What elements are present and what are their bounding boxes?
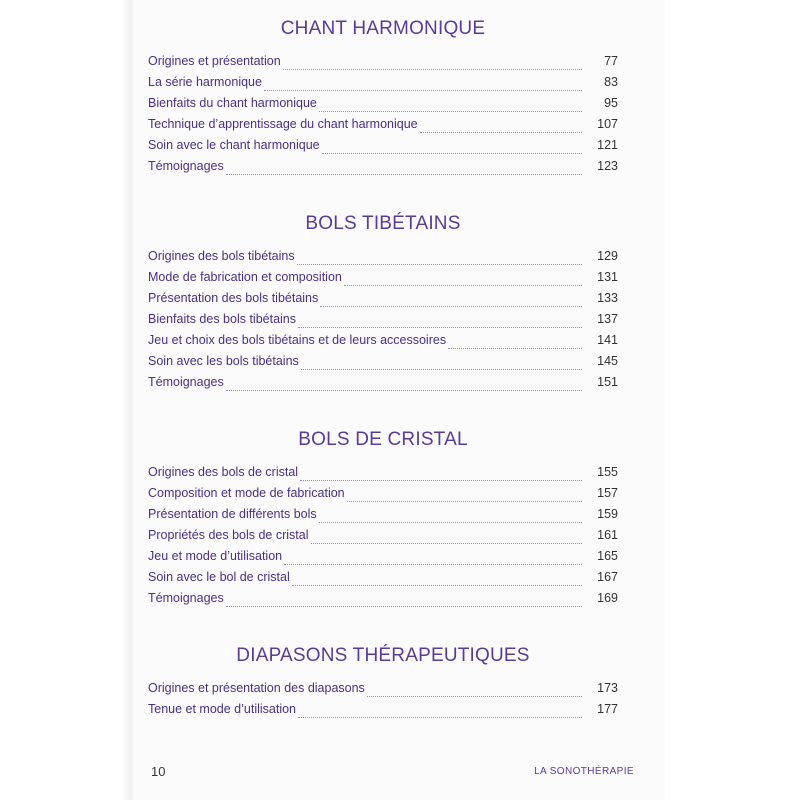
dot-leader xyxy=(298,716,582,718)
footer-book-title: LA SONOTHÉRAPIE xyxy=(534,766,634,777)
entry-title: Soin avec le bol de cristal xyxy=(148,570,290,584)
entry-title: Présentation des bols tibétains xyxy=(148,291,319,305)
dot-leader xyxy=(226,605,582,607)
entry-page-number: 123 xyxy=(597,159,618,173)
dot-leader xyxy=(311,542,583,544)
entry-page-number: 121 xyxy=(597,138,618,152)
toc-entry[interactable] xyxy=(148,249,618,270)
toc-entry[interactable] xyxy=(148,375,618,396)
dot-leader xyxy=(300,479,582,481)
dot-leader xyxy=(347,500,582,502)
entry-page-number: 77 xyxy=(604,54,618,68)
toc-entry[interactable] xyxy=(148,591,618,612)
entry-title: Technique d’apprentissage du chant harmonique xyxy=(148,117,418,131)
toc-entry[interactable] xyxy=(148,75,618,96)
entry-page-number: 95 xyxy=(604,96,618,110)
entry-title: Témoignages xyxy=(148,375,224,389)
toc-entry[interactable] xyxy=(148,570,618,591)
entry-list xyxy=(148,681,618,723)
entry-title: Composition et mode de fabrication xyxy=(148,486,345,500)
entry-page-number: 83 xyxy=(604,75,618,89)
toc-entry[interactable] xyxy=(148,549,618,570)
dot-leader xyxy=(284,563,582,565)
entry-page-number: 161 xyxy=(597,528,618,542)
entry-list xyxy=(148,465,618,612)
section-title: BOLS TIBÉTAINS xyxy=(305,213,461,234)
dot-leader xyxy=(298,326,582,328)
toc-entry[interactable] xyxy=(148,528,618,549)
entry-page-number: 177 xyxy=(597,702,618,716)
section-title: DIAPASONS THÉRAPEUTIQUES xyxy=(236,645,530,666)
entry-page-number: 141 xyxy=(597,333,618,347)
entry-page-number: 145 xyxy=(597,354,618,368)
entry-page-number: 151 xyxy=(597,375,618,389)
entry-title: Mode de fabrication et composition xyxy=(148,270,342,284)
entry-page-number: 131 xyxy=(597,270,618,284)
toc-entry[interactable] xyxy=(148,354,618,375)
toc-entry[interactable] xyxy=(148,159,618,180)
entry-page-number: 157 xyxy=(597,486,618,500)
dot-leader xyxy=(320,305,582,307)
toc-entry[interactable] xyxy=(148,486,618,507)
toc-entry[interactable] xyxy=(148,54,618,75)
entry-page-number: 155 xyxy=(597,465,618,479)
entry-title: Bienfaits des bols tibétains xyxy=(148,312,297,326)
footer-page-number: 10 xyxy=(151,764,166,779)
dot-leader xyxy=(301,368,582,370)
toc-entry[interactable] xyxy=(148,117,618,138)
entry-page-number: 133 xyxy=(597,291,618,305)
dot-leader xyxy=(322,152,582,154)
section-title: CHANT HARMONIQUE xyxy=(280,18,486,39)
entry-page-number: 107 xyxy=(597,117,618,131)
dot-leader xyxy=(344,284,582,286)
dot-leader xyxy=(226,173,582,175)
entry-title: Jeu et mode d’utilisation xyxy=(148,549,283,563)
entry-title: Soin avec le chant harmonique xyxy=(148,138,320,152)
toc-entry[interactable] xyxy=(148,96,618,117)
entry-title: Origines et présentation des diapasons xyxy=(148,681,365,695)
entry-page-number: 137 xyxy=(597,312,618,326)
dot-leader xyxy=(319,110,582,112)
toc-entry[interactable] xyxy=(148,465,618,486)
entry-title: Jeu et choix des bols tibétains et de leurs accessoires xyxy=(148,333,447,347)
toc-entry[interactable] xyxy=(148,681,618,702)
dot-leader xyxy=(420,131,582,133)
dot-leader xyxy=(367,695,582,697)
entry-page-number: 173 xyxy=(597,681,618,695)
entry-title: Témoignages xyxy=(148,159,224,173)
dot-leader xyxy=(448,347,582,349)
entry-title: Soin avec les bols tibétains xyxy=(148,354,299,368)
toc-entry[interactable] xyxy=(148,270,618,291)
dot-leader xyxy=(319,521,582,523)
entry-title: Témoignages xyxy=(148,591,224,605)
entry-title: Présentation de différents bols xyxy=(148,507,317,521)
entry-title: La série harmonique xyxy=(148,75,262,89)
entry-title: Origines des bols de cristal xyxy=(148,465,299,479)
entry-title: Origines des bols tibétains xyxy=(148,249,295,263)
entry-title: Origines et présentation xyxy=(148,54,281,68)
dot-leader xyxy=(283,68,582,70)
toc-entry[interactable] xyxy=(148,507,618,528)
toc-entry[interactable] xyxy=(148,333,618,354)
entry-title: Tenue et mode d’utilisation xyxy=(148,702,297,716)
toc-entry[interactable] xyxy=(148,312,618,333)
dot-leader xyxy=(226,389,582,391)
dot-leader xyxy=(292,584,582,586)
entry-title: Bienfaits du chant harmonique xyxy=(148,96,317,110)
entry-list xyxy=(148,249,618,396)
entry-page-number: 165 xyxy=(597,549,618,563)
entry-page-number: 167 xyxy=(597,570,618,584)
toc-entry[interactable] xyxy=(148,291,618,312)
entry-page-number: 159 xyxy=(597,507,618,521)
section-title: BOLS DE CRISTAL xyxy=(298,429,468,450)
entry-list xyxy=(148,54,618,180)
dot-leader xyxy=(297,263,582,265)
toc-entry[interactable] xyxy=(148,702,618,723)
entry-page-number: 169 xyxy=(597,591,618,605)
entry-title: Propriétés des bols de cristal xyxy=(148,528,309,542)
toc-entry[interactable] xyxy=(148,138,618,159)
entry-page-number: 129 xyxy=(597,249,618,263)
dot-leader xyxy=(264,89,582,91)
